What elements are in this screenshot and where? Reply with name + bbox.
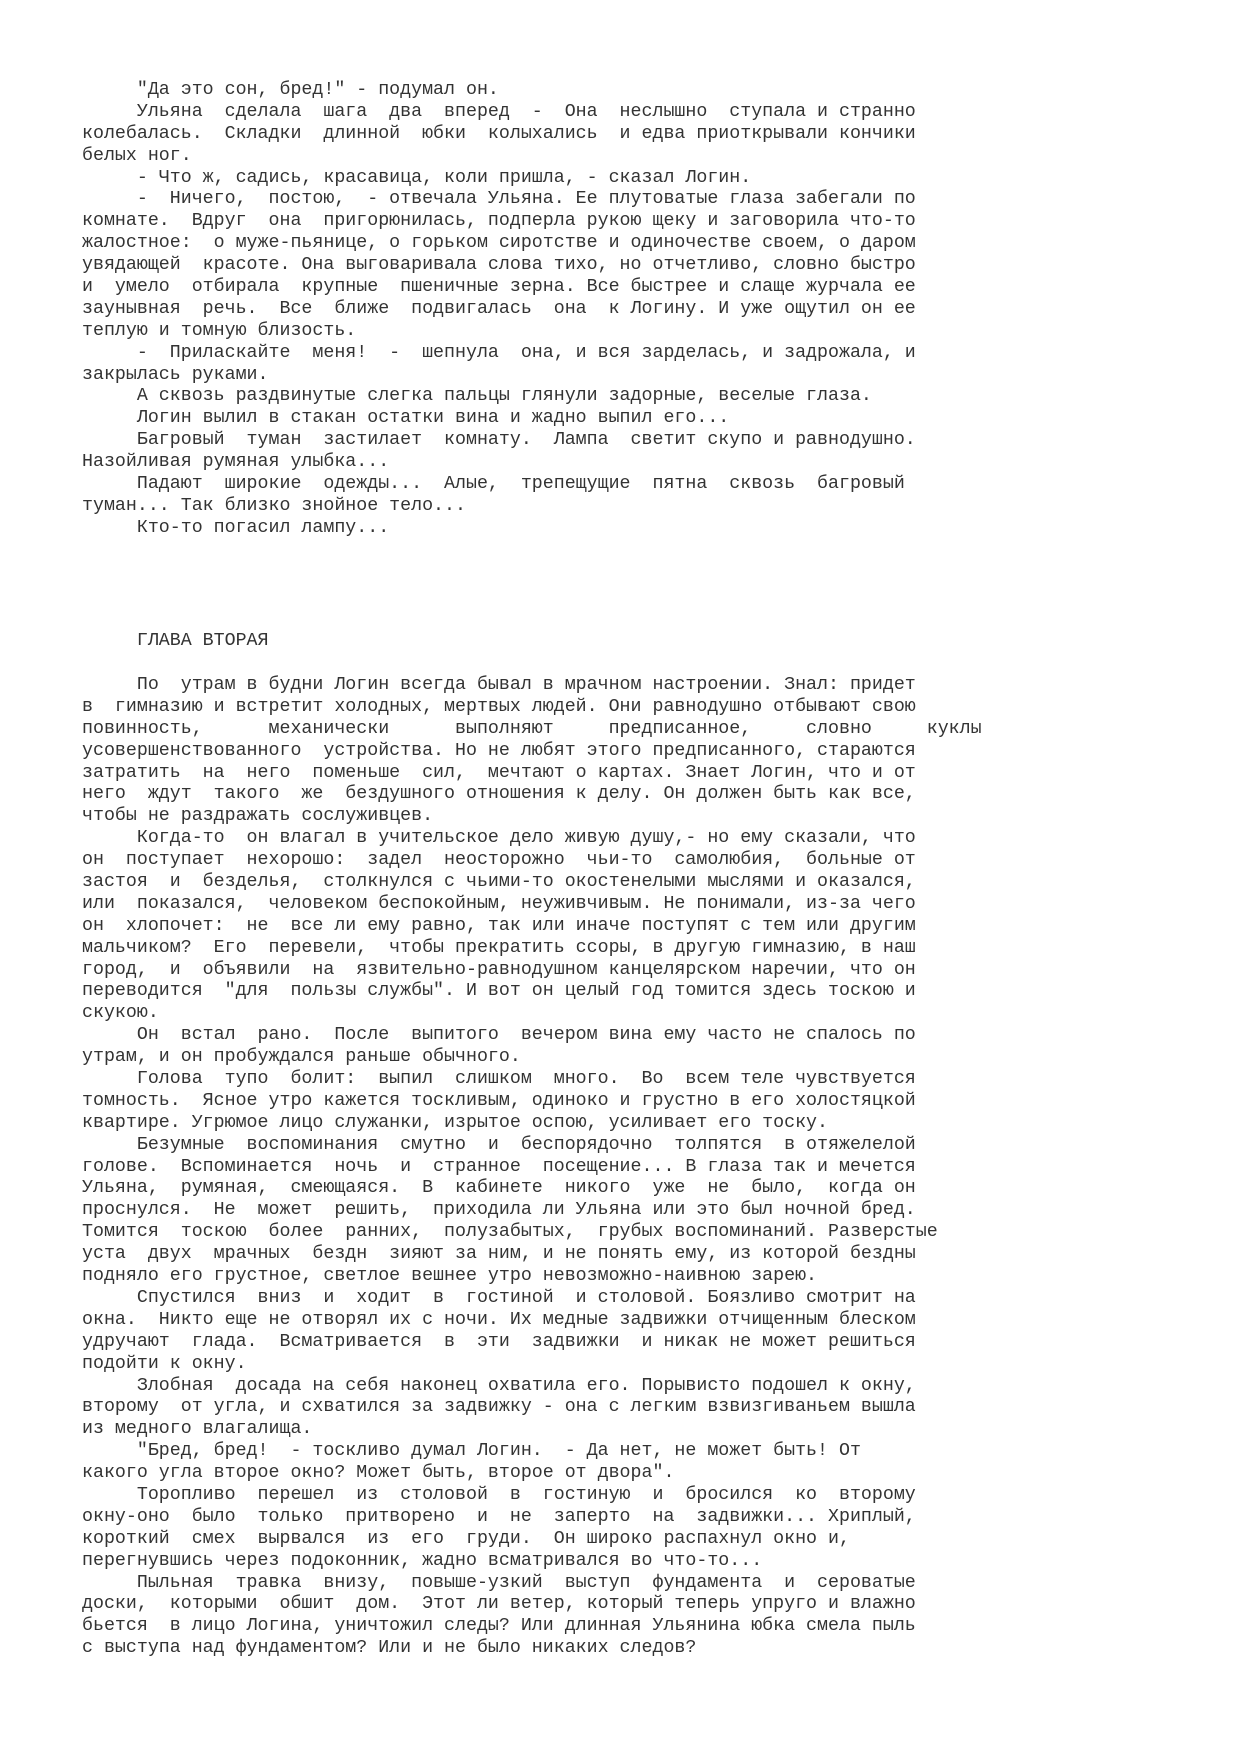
text-line: какого угла второе окно? Может быть, второе от двора". (82, 1463, 675, 1484)
text-line: город, и объявили на язвительно-равнодушном канцелярском наречии, что он (82, 959, 916, 980)
text-line: Кто-то погасил лампу... (82, 517, 390, 538)
text-line: второму от угла, и схватился за задвижку - она с легким взвизгиваньем вышла (82, 1397, 916, 1418)
text-line: Он встал рано. После выпитого вечером вина ему часто не спалось по (82, 1025, 916, 1046)
text-line: усовершенствованного устройства. Но не любят этого предписанного, стараются (82, 740, 916, 761)
text-line: уста двух мрачных бездн зияют за ним, и не понять ему, из которой бездны (82, 1244, 916, 1265)
text-line: Логин вылил в стакан остатки вина и жадно выпил его... (82, 408, 730, 429)
text-line: он поступает нехорошо: задел неосторожно чьи-то самолюбия, больные от (82, 850, 916, 871)
text-line: затратить на него поменьше сил, мечтают о картах. Знает Логин, что и от (82, 762, 916, 783)
text-line: колебалась. Складки длинной юбки колыхались и едва приоткрывали кончики (82, 123, 916, 144)
text-line: мальчиком? Его перевели, чтобы прекратить ссоры, в другую гимназию, в наш (82, 937, 916, 958)
text-line: окну-оно было только притворено и не заперто на задвижки... Хриплый, (82, 1506, 916, 1527)
text-line: в гимназию и встретит холодных, мертвых людей. Они равнодушно отбывают свою (82, 696, 916, 717)
text-line: или показался, человеком беспокойным, неуживчивым. Не понимали, из-за чего (82, 893, 916, 914)
text-line: доски, которыми обшит дом. Этот ли ветер, который теперь упруго и влажно (82, 1594, 916, 1615)
text-line: заунывная речь. Все ближе подвигалась она к Логину. И уже ощутил он ее (82, 298, 916, 319)
text-line: томность. Ясное утро кажется тоскливым, одиноко и грустно в его холостяцкой (82, 1090, 916, 1111)
text-line: закрылась руками. (82, 364, 269, 385)
text-line: проснулся. Не может решить, приходила ли Ульяна или это был ночной бред. (82, 1200, 916, 1221)
text-line: комнате. Вдруг она пригорюнилась, подперла рукою щеку и заговорила что-то (82, 211, 916, 232)
text-line: Голова тупо болит: выпил слишком много. Во всем теле чувствуется (82, 1069, 916, 1090)
text-line: По утрам в будни Логин всегда бывал в мрачном настроении. Знал: придет (82, 675, 916, 695)
text-line: голове. Вспоминается ночь и странное посещение... В глаза так и мечется (82, 1156, 916, 1177)
text-line: Багровый туман застилает комнату. Лампа светит скупо и равнодушно. (82, 430, 916, 451)
text-line: Безумные воспоминания смутно и беспорядочно толпятся в отяжелелой (82, 1134, 916, 1155)
text-line: "Да это сон, бред!" - подумал он. (82, 80, 499, 100)
text-line: чтобы не раздражать сослуживцев. (82, 806, 434, 827)
text-line: и умело отбирала крупные пшеничные зерна. Все быстрее и слаще журчала ее (82, 277, 916, 298)
text-line: перегнувшись через подоконник, жадно всматривался во что-то... (82, 1550, 763, 1571)
text-line: удручают глада. Всматривается в эти задвижки и никак не может решиться (82, 1331, 916, 1352)
text-line: него ждут такого же бездушного отношения к делу. Он должен быть как все, (82, 784, 916, 805)
text-line: с выступа над фундаментом? Или и не было никаких следов? (82, 1638, 697, 1659)
text-line: Ульяна, румяная, смеющаяся. В кабинете никого уже не было, когда он (82, 1178, 916, 1199)
text-line: - Приласкайте меня! - шепнула она, и вся зарделась, и задрожала, и (82, 342, 916, 363)
text-line: скукою. (82, 1003, 159, 1024)
text-block-scene-end (82, 80, 916, 540)
text-line: он хлопочет: не все ли ему равно, так или иначе поступят с тем или другим (82, 915, 916, 936)
text-line: - Ничего, постою, - отвечала Ульяна. Ее плутоватые глаза забегали по (82, 189, 916, 210)
text-line: Назойливая румяная улыбка... (82, 452, 390, 473)
text-line: увядающей красоте. Она выговаривала слова тихо, но отчетливо, словно быстро (82, 255, 916, 276)
text-line: из медного влагалища. (82, 1419, 313, 1440)
text-line: Злобная досада на себя наконец охватила его. Порывисто подошел к окну, (82, 1375, 916, 1396)
text-line: Спустился вниз и ходит в гостиной и столовой. Боязливо смотрит на (82, 1287, 916, 1308)
text-line: Томится тоскою более ранних, полузабытых, грубых воспоминаний. Разверстые (82, 1222, 938, 1243)
text-block-chapter-two (82, 675, 982, 1660)
text-line: подняло его грустное, светлое вешнее утро невозможно-наивною зарею. (82, 1266, 818, 1287)
text-line: квартире. Угрюмое лицо служанки, изрытое оспою, усиливает его тоску. (82, 1112, 828, 1133)
text-line: А сквозь раздвинутые слегка пальцы глянули задорные, веселые глаза. (82, 386, 872, 407)
text-line: застоя и безделья, столкнулся с чьими-то окостенелыми мыслями и оказался, (82, 872, 916, 893)
text-line: Когда-то он влагал в учительское дело живую душу,- но ему сказали, что (82, 828, 916, 849)
text-line: подойти к окну. (82, 1353, 247, 1374)
chapter-title: ГЛАВА ВТОРАЯ (82, 631, 269, 651)
text-line: Пыльная травка внизу, повыше-узкий выступ фундамента и сероватые (82, 1572, 916, 1593)
text-line: окна. Никто еще не отворял их с ночи. Их медные задвижки отчищенным блеском (82, 1309, 916, 1330)
text-line: переводится "для пользы службы". И вот он целый год томится здесь тоскою и (82, 981, 916, 1002)
text-line: жалостное: о муже-пьянице, о горьком сиротстве и одиночестве своем, о даром (82, 233, 916, 254)
text-line: Ульяна сделала шага два вперед - Она неслышно ступала и странно (82, 101, 916, 122)
text-line: - Что ж, садись, красавица, коли пришла, - сказал Логин. (82, 167, 752, 188)
text-line: бьется в лицо Логина, уничтожил следы? Или длинная Ульянина юбка смела пыль (82, 1616, 916, 1637)
text-line: "Бред, бред! - тоскливо думал Логин. - Да нет, не может быть! От (82, 1441, 861, 1462)
text-line: утрам, и он пробуждался раньше обычного. (82, 1047, 521, 1068)
text-line: туман... Так близко знойное тело... (82, 495, 466, 516)
text-line: повинность, механически выполняют предписанное, словно куклы (82, 718, 982, 739)
text-line: короткий смех вырвался из его груди. Он широко распахнул окно и, (82, 1528, 850, 1549)
text-line: теплую и томную близость. (82, 320, 357, 341)
text-line: Падают широкие одежды... Алые, трепещущие пятна сквозь багровый (82, 474, 905, 495)
text-line: белых ног. (82, 145, 192, 166)
text-line: Торопливо перешел из столовой в гостиную и бросился ко второму (82, 1484, 916, 1505)
